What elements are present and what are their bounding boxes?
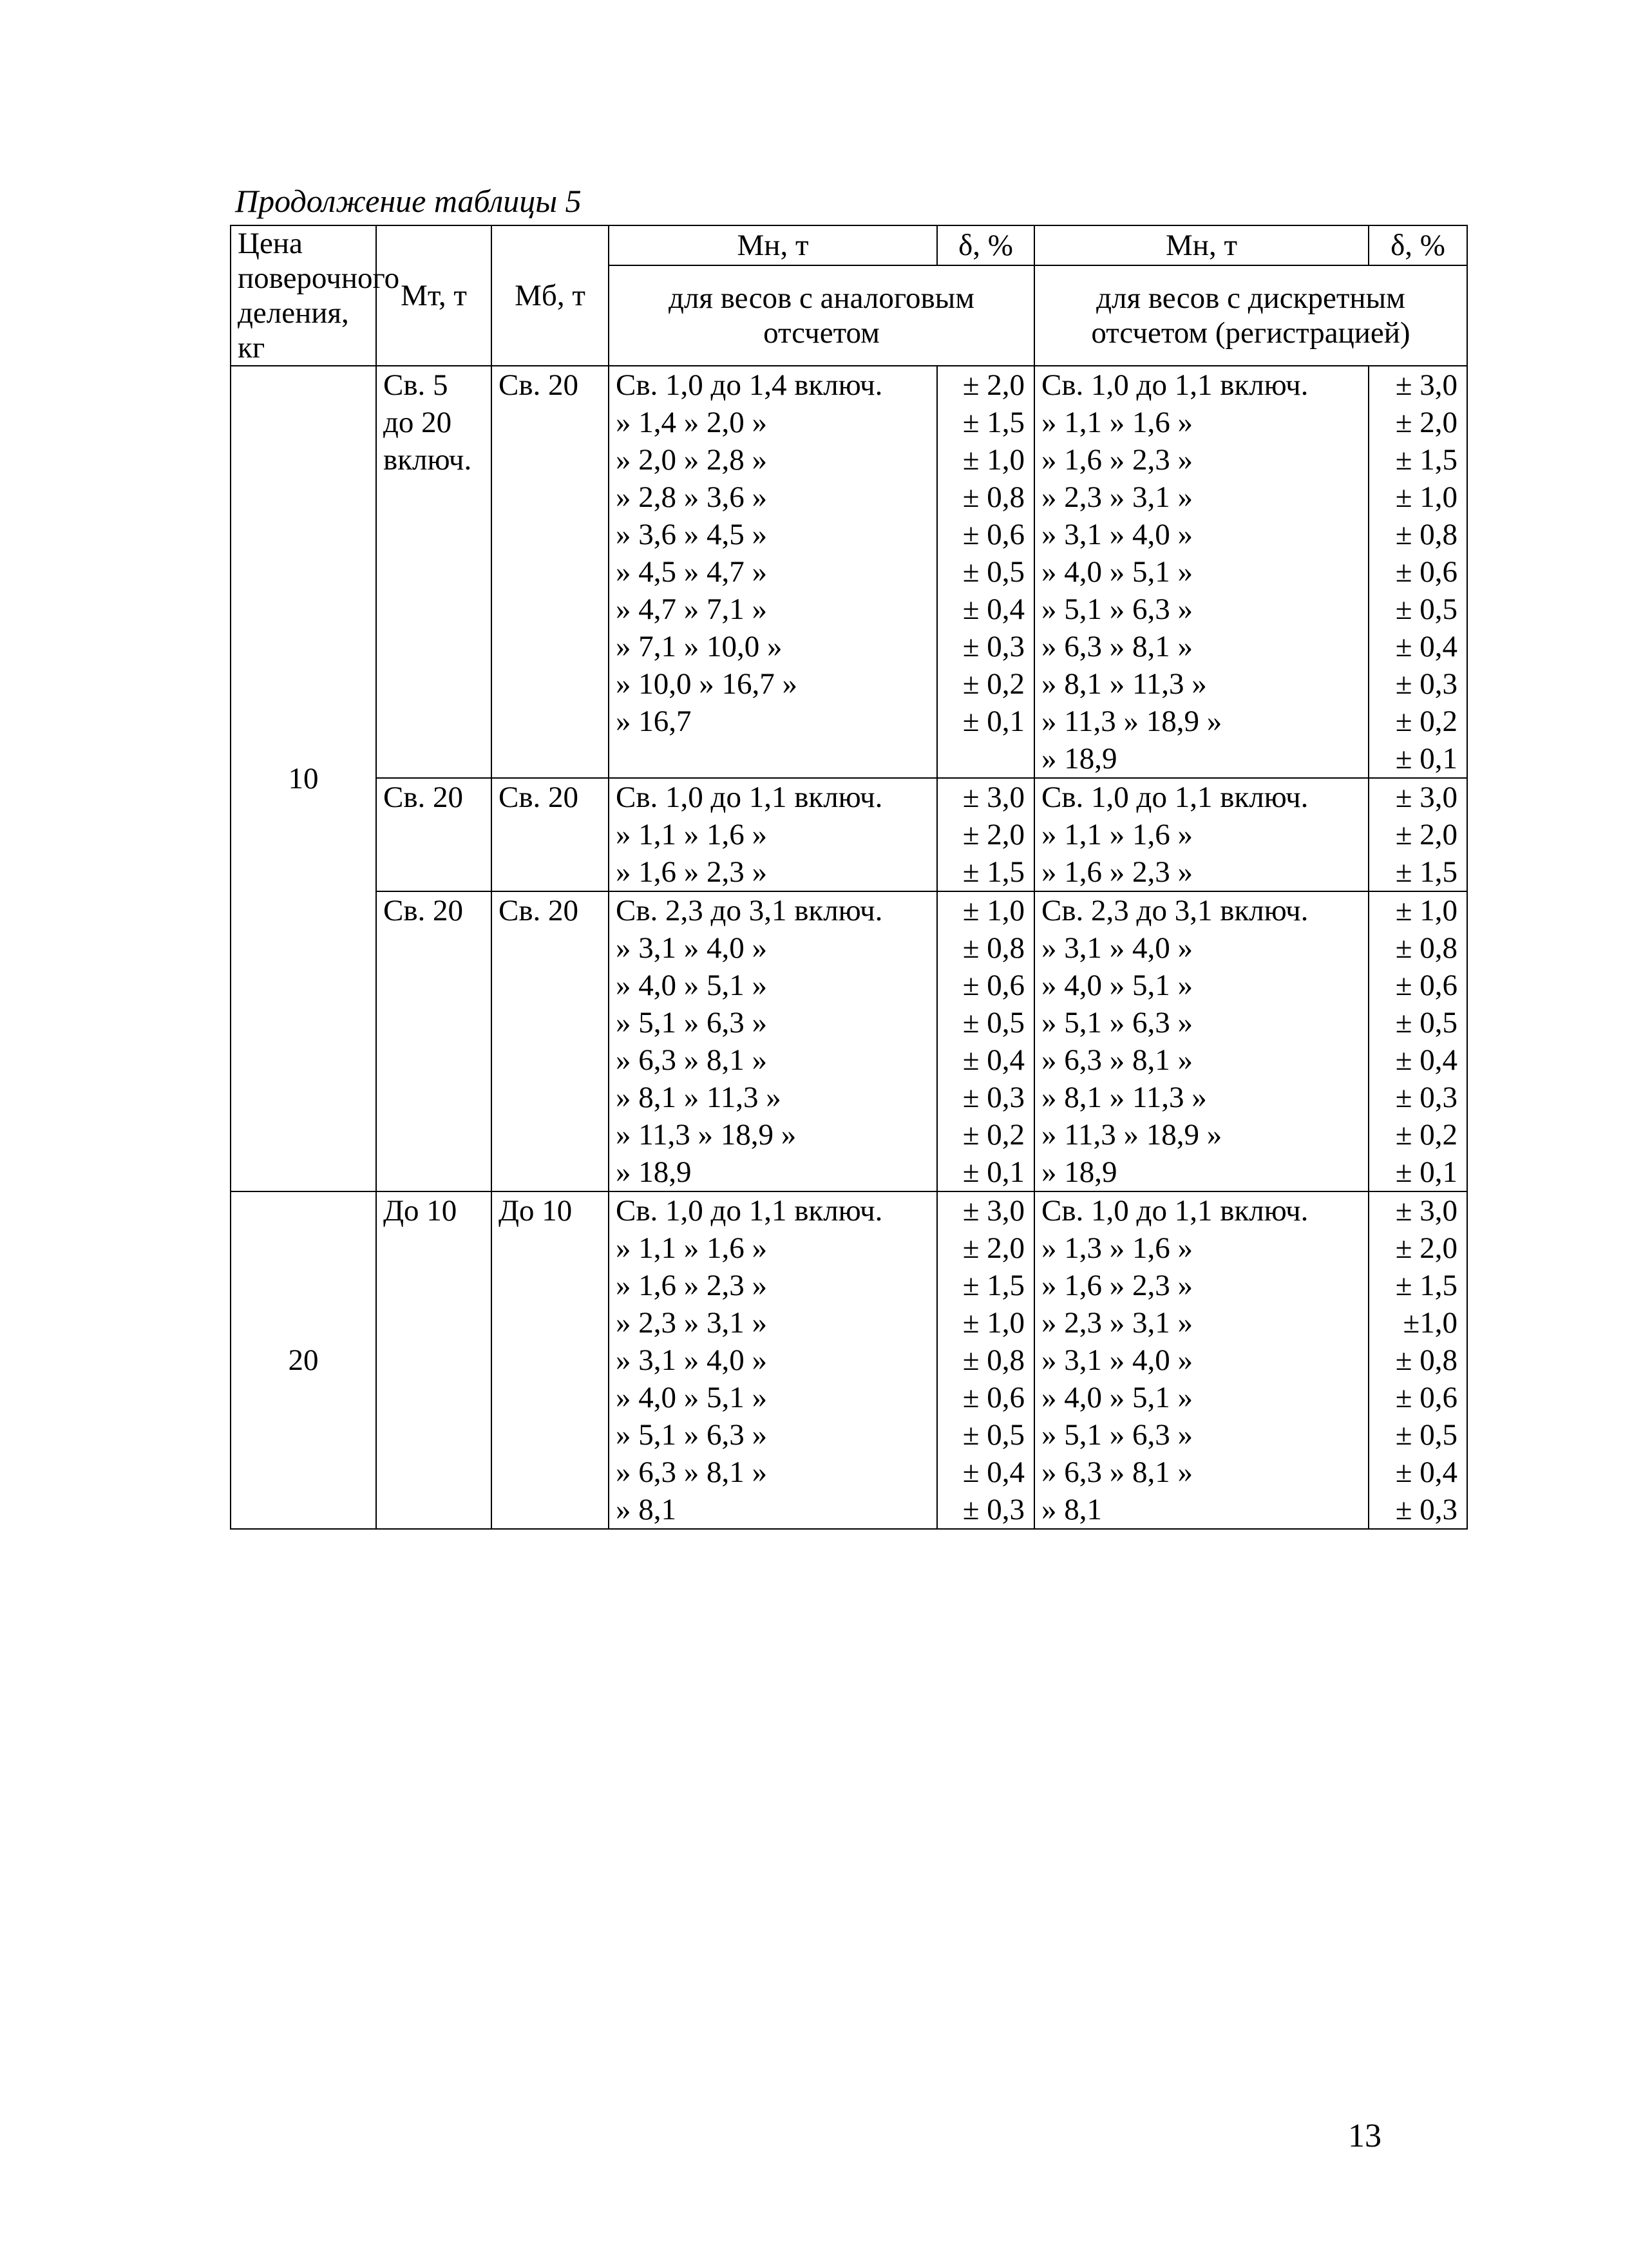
discrete-ranges-line: » 1,6 » 2,3 »	[1041, 1269, 1193, 1302]
discrete-ranges-line: » 18,9	[1041, 742, 1117, 775]
analog-delta-cell	[937, 778, 1034, 891]
discrete-ranges-line: » 1,6 » 2,3 »	[1041, 443, 1193, 477]
discrete-delta-line: ± 0,4	[1395, 1456, 1457, 1489]
discrete-ranges-line: » 4,0 » 5,1 »	[1041, 969, 1193, 1002]
discrete-ranges-line: Св. 1,0 до 1,1 включ.	[1041, 368, 1309, 402]
discrete-ranges-line: » 5,1 » 6,3 »	[1041, 1006, 1193, 1039]
analog-delta-line: ± 0,3	[962, 630, 1025, 663]
analog-ranges-line: » 18,9	[616, 1155, 692, 1189]
discrete-delta-line: ± 0,6	[1395, 1381, 1457, 1414]
discrete-ranges-line: » 2,3 » 3,1 »	[1041, 480, 1193, 514]
header-analog: для весов с аналоговым отсчетом	[609, 265, 1034, 366]
discrete-ranges-line: » 8,1 » 11,3 »	[1041, 1081, 1207, 1114]
discrete-delta-line: ±1,0	[1403, 1306, 1457, 1340]
discrete-delta-line: ± 1,0	[1395, 480, 1457, 514]
discrete-delta-line: ± 0,2	[1395, 1118, 1457, 1152]
analog-ranges-line: » 4,0 » 5,1 »	[616, 969, 767, 1002]
analog-ranges-line: » 3,1 » 4,0 »	[616, 931, 767, 965]
analog-range-cell	[609, 1191, 937, 1529]
discrete-delta-line: ± 0,6	[1395, 555, 1457, 589]
analog-ranges-line: Св. 2,3 до 3,1 включ.	[616, 894, 883, 927]
analog-ranges-line: » 5,1 » 6,3 »	[616, 1418, 767, 1452]
analog-ranges-line: » 2,3 » 3,1 »	[616, 1306, 767, 1340]
discrete-ranges-line: » 8,1	[1041, 1493, 1102, 1526]
analog-delta-line: ± 0,5	[962, 555, 1025, 589]
price-cell: 20	[231, 1191, 376, 1529]
table-row	[231, 366, 1467, 778]
analog-ranges-line: » 11,3 » 18,9 »	[616, 1118, 797, 1152]
discrete-delta-line: ± 2,0	[1395, 406, 1457, 439]
analog-delta-line: ± 2,0	[962, 368, 1025, 402]
analog-range-cell	[609, 778, 937, 891]
analog-ranges-line: » 6,3 » 8,1 »	[616, 1043, 767, 1077]
mb-cell: До 10	[491, 1191, 609, 1529]
discrete-delta-cell	[1369, 778, 1467, 891]
analog-ranges-line: Св. 1,0 до 1,4 включ.	[616, 368, 883, 402]
header-mn-discrete: Мн, т	[1034, 225, 1369, 265]
analog-ranges-line: » 3,1 » 4,0 »	[616, 1343, 767, 1377]
discrete-delta-line: ± 0,8	[1395, 931, 1457, 965]
discrete-delta-line: ± 3,0	[1395, 781, 1457, 814]
analog-delta-line: ± 0,6	[962, 969, 1025, 1002]
discrete-ranges-line: » 4,0 » 5,1 »	[1041, 1381, 1193, 1414]
discrete-ranges-line: » 1,1 » 1,6 »	[1041, 406, 1193, 439]
discrete-delta-line: ± 0,5	[1395, 593, 1457, 626]
discrete-delta-line: ± 0,5	[1395, 1418, 1457, 1452]
mb-cell: Св. 20	[491, 891, 609, 1191]
mt-cell: Св. 20	[376, 778, 491, 891]
discrete-ranges-line: Св. 1,0 до 1,1 включ.	[1041, 1194, 1309, 1228]
analog-ranges-line: » 8,1 » 11,3 »	[616, 1081, 781, 1114]
discrete-ranges-line: Св. 1,0 до 1,1 включ.	[1041, 781, 1309, 814]
analog-delta-line: ± 1,5	[962, 855, 1025, 889]
discrete-delta-line: ± 2,0	[1395, 1231, 1457, 1265]
discrete-delta-line: ± 0,3	[1395, 1081, 1457, 1114]
discrete-range-cell	[1034, 778, 1369, 891]
analog-ranges-line: » 1,4 » 2,0 »	[616, 406, 767, 439]
discrete-ranges-line: » 8,1 » 11,3 »	[1041, 667, 1207, 701]
header-delta-discrete: δ, %	[1369, 225, 1467, 265]
discrete-delta-line: ± 0,5	[1395, 1006, 1457, 1039]
analog-delta-line: ± 0,8	[962, 931, 1025, 965]
table-row	[231, 1191, 1467, 1529]
discrete-ranges-line: » 3,1 » 4,0 »	[1041, 518, 1193, 551]
price-cell: 10	[231, 366, 376, 1191]
analog-ranges-line: » 7,1 » 10,0 »	[616, 630, 783, 663]
discrete-delta-line: ± 0,1	[1395, 742, 1457, 775]
discrete-ranges-line: » 3,1 » 4,0 »	[1041, 931, 1193, 965]
analog-ranges-line: » 1,1 » 1,6 »	[616, 818, 767, 851]
discrete-delta-cell	[1369, 366, 1467, 778]
discrete-delta-line: ± 0,8	[1395, 518, 1457, 551]
discrete-ranges-line: » 11,3 » 18,9 »	[1041, 705, 1222, 738]
discrete-delta-line: ± 2,0	[1395, 818, 1457, 851]
discrete-delta-line: ± 0,6	[1395, 969, 1457, 1002]
analog-delta-line: ± 0,3	[962, 1081, 1025, 1114]
table-row	[231, 891, 1467, 1191]
analog-ranges-line: » 10,0 » 16,7 »	[616, 667, 797, 701]
analog-ranges-line: » 4,5 » 4,7 »	[616, 555, 767, 589]
analog-ranges-line: Св. 1,0 до 1,1 включ.	[616, 781, 883, 814]
analog-ranges-line: » 1,1 » 1,6 »	[616, 1231, 767, 1265]
discrete-ranges-line: » 6,3 » 8,1 »	[1041, 1456, 1193, 1489]
header-discrete: для весов с дискретным отсчетом (регистрацией)	[1034, 265, 1467, 366]
discrete-delta-cell	[1369, 1191, 1467, 1529]
discrete-delta-line: ± 3,0	[1395, 368, 1457, 402]
table-caption: Продолжение таблицы 5	[235, 183, 582, 219]
analog-delta-line: ± 0,4	[962, 1456, 1025, 1489]
discrete-ranges-line: » 1,6 » 2,3 »	[1041, 855, 1193, 889]
analog-delta-line: ± 0,8	[962, 1343, 1025, 1377]
table-row	[231, 778, 1467, 891]
mb-cell: Св. 20	[491, 778, 609, 891]
discrete-delta-line: ± 1,5	[1395, 443, 1457, 477]
discrete-delta-line: ± 0,8	[1395, 1343, 1457, 1377]
header-mt: Мт, т	[376, 225, 491, 366]
header-mb: Мб, т	[491, 225, 609, 366]
analog-delta-line: ± 0,4	[962, 1043, 1025, 1077]
analog-ranges-line: » 8,1	[616, 1493, 676, 1526]
analog-delta-line: ± 1,5	[962, 1269, 1025, 1302]
discrete-ranges-line: » 11,3 » 18,9 »	[1041, 1118, 1222, 1152]
analog-ranges-line: » 4,0 » 5,1 »	[616, 1381, 767, 1414]
analog-ranges-line: » 3,6 » 4,5 »	[616, 518, 767, 551]
analog-range-cell	[609, 366, 937, 778]
analog-range-cell	[609, 891, 937, 1191]
analog-delta-line: ± 0,1	[962, 705, 1025, 738]
analog-delta-line: ± 0,2	[962, 1118, 1025, 1152]
analog-delta-line: ± 1,5	[962, 406, 1025, 439]
discrete-delta-line: ± 3,0	[1395, 1194, 1457, 1228]
analog-delta-line: ± 1,0	[962, 894, 1025, 927]
mt-cell: До 10	[376, 1191, 491, 1529]
analog-ranges-line: » 1,6 » 2,3 »	[616, 1269, 767, 1302]
analog-delta-line: ± 0,2	[962, 667, 1025, 701]
analog-delta-line: ± 1,0	[962, 443, 1025, 477]
discrete-delta-line: ± 0,4	[1395, 1043, 1457, 1077]
discrete-ranges-line: » 2,3 » 3,1 »	[1041, 1306, 1193, 1340]
analog-delta-line: ± 0,1	[962, 1155, 1025, 1189]
discrete-ranges-line: » 5,1 » 6,3 »	[1041, 593, 1193, 626]
tolerance-table	[230, 225, 1468, 1530]
discrete-delta-line: ± 0,1	[1395, 1155, 1457, 1189]
header-delta-analog: δ, %	[937, 225, 1034, 265]
discrete-ranges-line: » 18,9	[1041, 1155, 1117, 1189]
discrete-delta-line: ± 1,0	[1395, 894, 1457, 927]
discrete-ranges-line: » 3,1 » 4,0 »	[1041, 1343, 1193, 1377]
analog-delta-line: ± 2,0	[962, 1231, 1025, 1265]
analog-delta-line: ± 0,4	[962, 593, 1025, 626]
discrete-ranges-line: » 1,3 » 1,6 »	[1041, 1231, 1193, 1265]
analog-ranges-line: » 2,8 » 3,6 »	[616, 480, 767, 514]
analog-delta-line: ± 0,6	[962, 518, 1025, 551]
discrete-delta-line: ± 0,3	[1395, 1493, 1457, 1526]
analog-ranges-line: » 5,1 » 6,3 »	[616, 1006, 767, 1039]
mb-cell: Св. 20	[491, 366, 609, 778]
page-number: 13	[1348, 2118, 1381, 2154]
analog-delta-line: ± 0,8	[962, 480, 1025, 514]
discrete-ranges-line: » 4,0 » 5,1 »	[1041, 555, 1193, 589]
analog-delta-line: ± 3,0	[962, 781, 1025, 814]
analog-delta-line: ± 0,5	[962, 1006, 1025, 1039]
header-mn-analog: Мн, т	[609, 225, 937, 265]
discrete-range-cell	[1034, 366, 1369, 778]
analog-delta-line: ± 2,0	[962, 818, 1025, 851]
discrete-delta-line: ± 0,4	[1395, 630, 1457, 663]
analog-delta-line: ± 0,6	[962, 1381, 1025, 1414]
analog-delta-cell	[937, 891, 1034, 1191]
discrete-ranges-line: » 1,1 » 1,6 »	[1041, 818, 1193, 851]
analog-ranges-line: » 16,7	[616, 705, 692, 738]
analog-ranges-line: » 4,7 » 7,1 »	[616, 593, 767, 626]
discrete-delta-line: ± 0,2	[1395, 705, 1457, 738]
discrete-ranges-line: » 5,1 » 6,3 »	[1041, 1418, 1193, 1452]
analog-delta-line: ± 0,5	[962, 1418, 1025, 1452]
mt-cell: Св. 5 до 20 включ.	[376, 366, 491, 778]
analog-ranges-line: » 2,0 » 2,8 »	[616, 443, 767, 477]
analog-delta-cell	[937, 1191, 1034, 1529]
analog-ranges-line: Св. 1,0 до 1,1 включ.	[616, 1194, 883, 1228]
mt-cell: Св. 20	[376, 891, 491, 1191]
discrete-range-cell	[1034, 891, 1369, 1191]
discrete-range-cell	[1034, 1191, 1369, 1529]
analog-delta-line: ± 0,3	[962, 1493, 1025, 1526]
discrete-delta-line: ± 1,5	[1395, 855, 1457, 889]
header-price: Цена поверочного деления, кг	[231, 225, 376, 366]
discrete-ranges-line: » 6,3 » 8,1 »	[1041, 630, 1193, 663]
discrete-delta-cell	[1369, 891, 1467, 1191]
discrete-delta-line: ± 1,5	[1395, 1269, 1457, 1302]
discrete-delta-line: ± 0,3	[1395, 667, 1457, 701]
discrete-ranges-line: Св. 2,3 до 3,1 включ.	[1041, 894, 1309, 927]
analog-ranges-line: » 6,3 » 8,1 »	[616, 1456, 767, 1489]
analog-ranges-line: » 1,6 » 2,3 »	[616, 855, 767, 889]
analog-delta-line: ± 3,0	[962, 1194, 1025, 1228]
analog-delta-line: ± 1,0	[962, 1306, 1025, 1340]
discrete-ranges-line: » 6,3 » 8,1 »	[1041, 1043, 1193, 1077]
analog-delta-cell	[937, 366, 1034, 778]
